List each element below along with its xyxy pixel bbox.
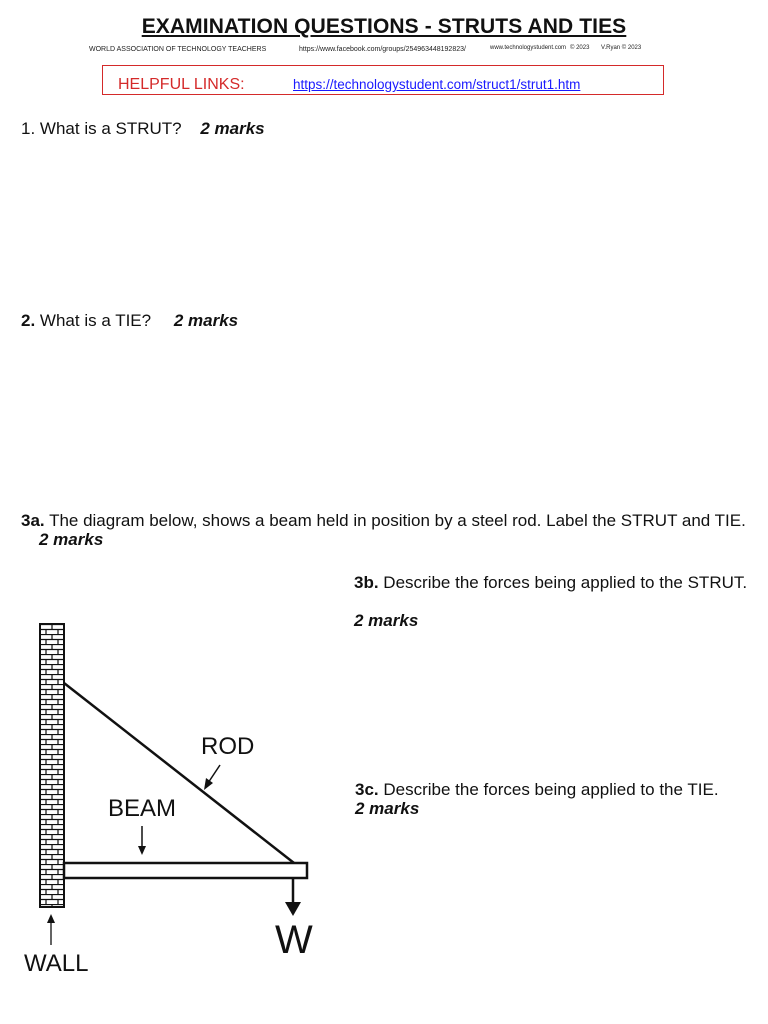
brick-wall	[40, 624, 64, 907]
question-3c-number: 3c.	[355, 780, 379, 799]
question-1-marks: 2 marks	[200, 119, 265, 138]
helpful-links-label: HELPFUL LINKS:	[118, 76, 245, 93]
question-1	[21, 119, 265, 138]
page-title: EXAMINATION QUESTIONS - STRUTS AND TIES	[141, 15, 627, 38]
beam	[64, 863, 307, 878]
question-3b-number: 3b.	[354, 573, 379, 592]
question-2	[21, 311, 238, 330]
beam-label: BEAM	[108, 795, 177, 822]
facebook-link[interactable]: https://www.facebook.com/groups/254963448192823/	[299, 46, 466, 53]
wall-pointer-arrow	[47, 914, 55, 945]
question-3a-text: The diagram below, shows a beam held in position by a steel rod. Label the STRUT and TIE.	[49, 511, 746, 530]
site-copyright: © 2023	[570, 45, 590, 51]
question-3a	[21, 511, 751, 549]
rod-label: ROD	[201, 733, 255, 760]
question-3a-marks: 2 marks	[39, 530, 104, 549]
site-link[interactable]: www.technologystudent.com	[490, 45, 567, 51]
question-3c-marks: 2 marks	[355, 799, 420, 818]
question-2-text: What is a TIE?	[39, 311, 152, 330]
steel-rod	[64, 683, 294, 863]
question-2-number: 2.	[21, 311, 36, 330]
beam-pointer-arrow	[138, 826, 146, 855]
question-3a-number: 3a.	[21, 511, 45, 530]
question-2-marks: 2 marks	[173, 311, 239, 330]
association-name: WORLD ASSOCIATION OF TECHNOLOGY TEACHERS	[89, 46, 267, 53]
question-1-text: What is a STRUT?	[39, 119, 182, 138]
question-3b-text: Describe the forces being applied to the STRUT.	[383, 573, 748, 592]
question-3c-text: Describe the forces being applied to the TIE.	[383, 780, 719, 799]
question-1-number: 1.	[21, 119, 36, 138]
load-label: W	[275, 918, 313, 962]
question-3c	[355, 780, 745, 818]
load-arrow	[285, 878, 301, 916]
wall-label: WALL	[24, 950, 89, 977]
question-3b	[354, 573, 753, 630]
author-credit: V.Ryan © 2023	[601, 45, 642, 51]
question-3b-marks: 2 marks	[354, 611, 419, 630]
helpful-link[interactable]: https://technologystudent.com/struct1/strut1.htm	[293, 77, 581, 92]
rod-pointer-arrow	[204, 765, 220, 790]
